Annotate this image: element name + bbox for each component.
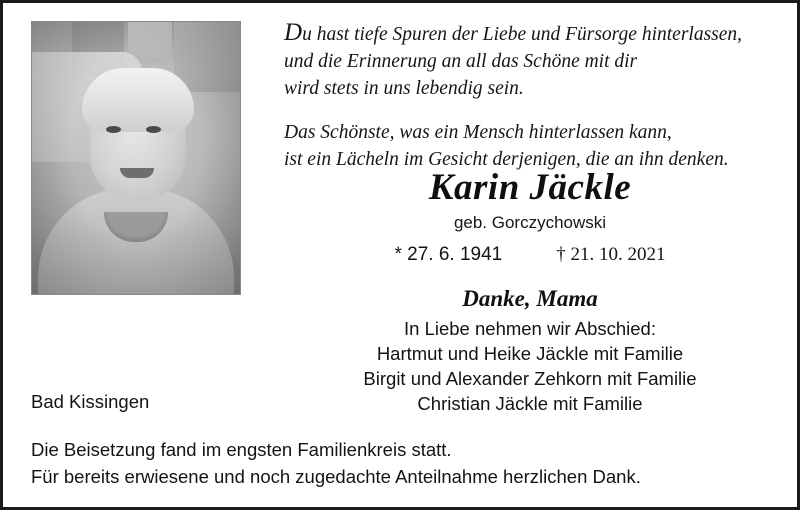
portrait-photo <box>31 21 241 295</box>
footer-line-1: Die Beisetzung fand im engsten Familienkreis statt. <box>31 439 452 460</box>
notice-inner <box>3 3 797 507</box>
footer-line-2: Für bereits erwiesene und noch zugedachte Anteilnahme herzlichen Dank. <box>31 466 641 487</box>
thanks-line: Danke, Mama <box>462 286 598 311</box>
family-line-2: Hartmut und Heike Jäckle mit Familie <box>376 343 684 364</box>
family-line-4: Christian Jäckle mit Familie <box>417 393 643 414</box>
family-line-3: Birgit und Alexander Zehkorn mit Familie <box>363 368 697 389</box>
family-block <box>284 316 776 416</box>
photo-vignette <box>32 22 240 294</box>
death-date: † 21. 10. 2021 <box>556 244 666 265</box>
verse-line-1: Du hast tiefe Spuren der Liebe und Fürsorge hinterlassen, <box>284 19 743 46</box>
family-line-1: In Liebe nehmen wir Abschied: <box>404 318 656 339</box>
portrait-image <box>32 22 240 294</box>
maiden-name: geb. Gorczychowski <box>453 213 607 232</box>
verse-line-5: ist ein Lächeln im Gesicht derjenigen, die an ihn denken. <box>284 149 729 170</box>
place-name: Bad Kissingen <box>31 391 150 412</box>
deceased-name: Karin Jäckle <box>428 167 632 208</box>
verse-line-4: Das Schönste, was ein Mensch hinterlassen kann, <box>284 122 672 143</box>
verse-line-2: und die Erinnerung an all das Schöne mit dir <box>284 51 638 72</box>
verse-line-3: wird stets in uns lebendig sein. <box>284 78 524 99</box>
birth-date: * 27. 6. 1941 <box>394 244 503 265</box>
life-dates <box>284 244 776 266</box>
memorial-verse <box>284 19 776 173</box>
footer-note <box>31 436 731 490</box>
